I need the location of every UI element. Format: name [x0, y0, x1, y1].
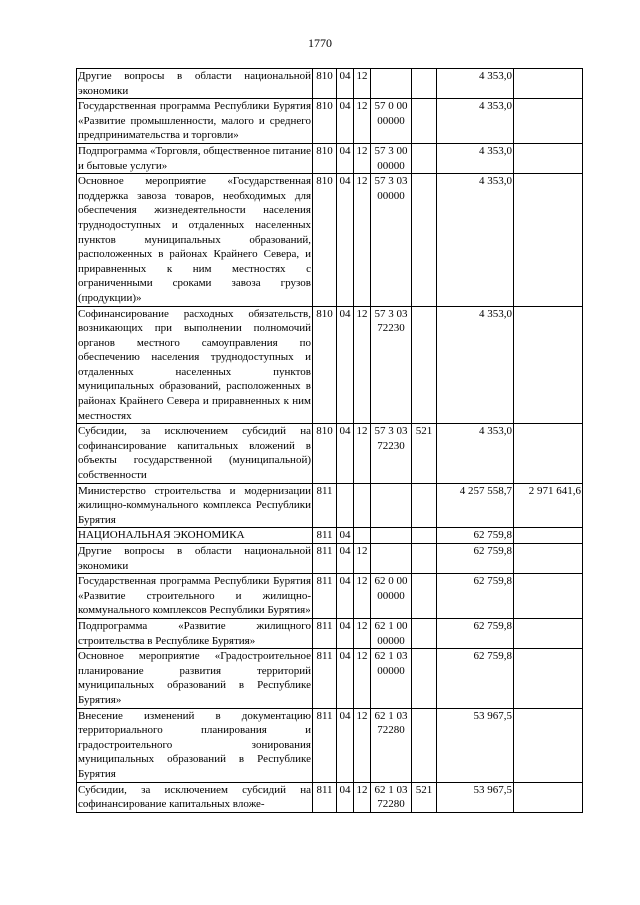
target-article-cell: 62 0 00 00000	[371, 574, 412, 619]
subsection-code-cell: 12	[354, 618, 371, 648]
ministry-code-cell: 810	[313, 174, 337, 306]
target-article-cell: 57 0 00 00000	[371, 99, 412, 144]
amount-first-year-cell: 62 759,8	[437, 544, 514, 574]
amount-second-year-cell	[514, 424, 583, 483]
amount-second-year-cell	[514, 306, 583, 424]
amount-second-year-cell	[514, 708, 583, 782]
amount-first-year-cell: 62 759,8	[437, 528, 514, 544]
row-name-cell: Основное мероприятие «Градостроительное планирование развития территорий муниципальных образований в Республике Бурятия»	[77, 649, 313, 708]
target-article-cell: 62 1 03 00000	[371, 649, 412, 708]
row-name-cell: НАЦИОНАЛЬНАЯ ЭКОНОМИКА	[77, 528, 313, 544]
amount-first-year-cell: 53 967,5	[437, 782, 514, 812]
amount-first-year-cell: 4 353,0	[437, 174, 514, 306]
row-name-cell: Другие вопросы в области национальной экономики	[77, 69, 313, 99]
table-row	[77, 99, 583, 144]
subsection-code-cell: 12	[354, 174, 371, 306]
target-article-cell	[371, 69, 412, 99]
row-name-cell: Государственная программа Республики Бурятия «Развитие строительного и жилищно-коммунального комплексов Республики Бурятия»	[77, 574, 313, 619]
row-name-cell: Подпрограмма «Торговля, общественное питание и бытовые услуги»	[77, 143, 313, 173]
section-code-cell: 04	[337, 782, 354, 812]
table-row	[77, 544, 583, 574]
section-code-cell: 04	[337, 649, 354, 708]
table-row	[77, 306, 583, 424]
section-code-cell: 04	[337, 174, 354, 306]
expense-type-cell	[412, 528, 437, 544]
expense-type-cell	[412, 174, 437, 306]
amount-second-year-cell	[514, 618, 583, 648]
subsection-code-cell: 12	[354, 708, 371, 782]
amount-first-year-cell: 4 353,0	[437, 69, 514, 99]
subsection-code-cell: 12	[354, 424, 371, 483]
section-code-cell: 04	[337, 69, 354, 99]
row-name-cell: Министерство строительства и модернизации жилищно-коммунального комплекса Республики Бурятия	[77, 483, 313, 528]
section-code-cell: 04	[337, 544, 354, 574]
subsection-code-cell: 12	[354, 574, 371, 619]
section-code-cell: 04	[337, 424, 354, 483]
amount-first-year-cell: 62 759,8	[437, 649, 514, 708]
table-row	[77, 174, 583, 306]
ministry-code-cell: 811	[313, 574, 337, 619]
section-code-cell: 04	[337, 574, 354, 619]
subsection-code-cell: 12	[354, 99, 371, 144]
row-name-cell: Подпрограмма «Развитие жилищного строительства в Республике Бурятия»	[77, 618, 313, 648]
row-name-cell: Внесение изменений в документацию территориального планирования и градостроительного зонирования муниципальных образований в Республике Бурятия	[77, 708, 313, 782]
amount-second-year-cell	[514, 174, 583, 306]
section-code-cell	[337, 483, 354, 528]
target-article-cell: 57 3 00 00000	[371, 143, 412, 173]
target-article-cell	[371, 528, 412, 544]
ministry-code-cell: 811	[313, 649, 337, 708]
table-row	[77, 618, 583, 648]
section-code-cell: 04	[337, 306, 354, 424]
table-row	[77, 574, 583, 619]
budget-table-body	[77, 69, 583, 813]
target-article-cell	[371, 483, 412, 528]
ministry-code-cell: 810	[313, 143, 337, 173]
amount-second-year-cell	[514, 544, 583, 574]
expense-type-cell	[412, 544, 437, 574]
section-code-cell: 04	[337, 528, 354, 544]
table-row	[77, 143, 583, 173]
expense-type-cell	[412, 306, 437, 424]
target-article-cell: 62 1 00 00000	[371, 618, 412, 648]
expense-type-cell	[412, 143, 437, 173]
table-row	[77, 649, 583, 708]
row-name-cell: Другие вопросы в области национальной экономики	[77, 544, 313, 574]
expense-type-cell	[412, 574, 437, 619]
expense-type-cell	[412, 708, 437, 782]
ministry-code-cell: 811	[313, 782, 337, 812]
expense-type-cell: 521	[412, 424, 437, 483]
section-code-cell: 04	[337, 618, 354, 648]
expense-type-cell	[412, 99, 437, 144]
ministry-code-cell: 811	[313, 483, 337, 528]
subsection-code-cell: 12	[354, 782, 371, 812]
expense-type-cell	[412, 69, 437, 99]
ministry-code-cell: 811	[313, 544, 337, 574]
row-name-cell: Основное мероприятие «Государственная поддержка завоза товаров, необходимых для обеспечения жизнедеятельности населения труднодоступных и отдаленных населенных пунктов муниципальных образований, расположенных в районах Крайнего Севера, и приравненных к ним местностях с ограниченными сроками завоза грузов (продукции)»	[77, 174, 313, 306]
amount-second-year-cell	[514, 528, 583, 544]
amount-first-year-cell: 62 759,8	[437, 574, 514, 619]
target-article-cell: 57 3 03 72230	[371, 306, 412, 424]
amount-first-year-cell: 4 353,0	[437, 143, 514, 173]
expense-type-cell	[412, 618, 437, 648]
amount-first-year-cell: 62 759,8	[437, 618, 514, 648]
row-name-cell: Субсидии, за исключением субсидий на софинансирование капитальных вложе-	[77, 782, 313, 812]
amount-second-year-cell	[514, 143, 583, 173]
target-article-cell: 62 1 03 72280	[371, 708, 412, 782]
subsection-code-cell: 12	[354, 143, 371, 173]
ministry-code-cell: 810	[313, 306, 337, 424]
row-name-cell: Государственная программа Республики Бурятия «Развитие промышленности, малого и среднего предпринимательства и торговли»	[77, 99, 313, 144]
subsection-code-cell: 12	[354, 69, 371, 99]
target-article-cell: 57 3 03 72230	[371, 424, 412, 483]
ministry-code-cell: 811	[313, 708, 337, 782]
amount-second-year-cell	[514, 69, 583, 99]
target-article-cell: 62 1 03 72280	[371, 782, 412, 812]
row-name-cell: Софинансирование расходных обязательств, возникающих при выполнении полномочий органов местного самоуправления по обеспечению населения труднодоступных и отдаленных населенных пунктов муниципальных образований, расположенных в районах Крайнего Севера и приравненных к ним местностях	[77, 306, 313, 424]
ministry-code-cell: 810	[313, 99, 337, 144]
amount-second-year-cell	[514, 782, 583, 812]
table-row	[77, 69, 583, 99]
subsection-code-cell: 12	[354, 649, 371, 708]
amount-second-year-cell	[514, 574, 583, 619]
subsection-code-cell: 12	[354, 306, 371, 424]
amount-second-year-cell	[514, 649, 583, 708]
table-row	[77, 528, 583, 544]
table-row	[77, 708, 583, 782]
amount-first-year-cell: 4 353,0	[437, 424, 514, 483]
ministry-code-cell: 810	[313, 424, 337, 483]
ministry-code-cell: 810	[313, 69, 337, 99]
page-number: 1770	[308, 36, 332, 50]
amount-first-year-cell: 4 353,0	[437, 306, 514, 424]
budget-table	[76, 68, 583, 813]
section-code-cell: 04	[337, 708, 354, 782]
subsection-code-cell	[354, 528, 371, 544]
amount-first-year-cell: 53 967,5	[437, 708, 514, 782]
expense-type-cell	[412, 483, 437, 528]
section-code-cell: 04	[337, 143, 354, 173]
subsection-code-cell	[354, 483, 371, 528]
target-article-cell	[371, 544, 412, 574]
amount-first-year-cell: 4 353,0	[437, 99, 514, 144]
row-name-cell: Субсидии, за исключением субсидий на софинансирование капитальных вложений в объекты государственной (муниципальной) собственности	[77, 424, 313, 483]
section-code-cell: 04	[337, 99, 354, 144]
subsection-code-cell: 12	[354, 544, 371, 574]
amount-first-year-cell: 4 257 558,7	[437, 483, 514, 528]
expense-type-cell: 521	[412, 782, 437, 812]
table-row	[77, 483, 583, 528]
table-row	[77, 782, 583, 812]
ministry-code-cell: 811	[313, 528, 337, 544]
ministry-code-cell: 811	[313, 618, 337, 648]
target-article-cell: 57 3 03 00000	[371, 174, 412, 306]
table-row	[77, 424, 583, 483]
amount-second-year-cell: 2 971 641,6	[514, 483, 583, 528]
amount-second-year-cell	[514, 99, 583, 144]
expense-type-cell	[412, 649, 437, 708]
